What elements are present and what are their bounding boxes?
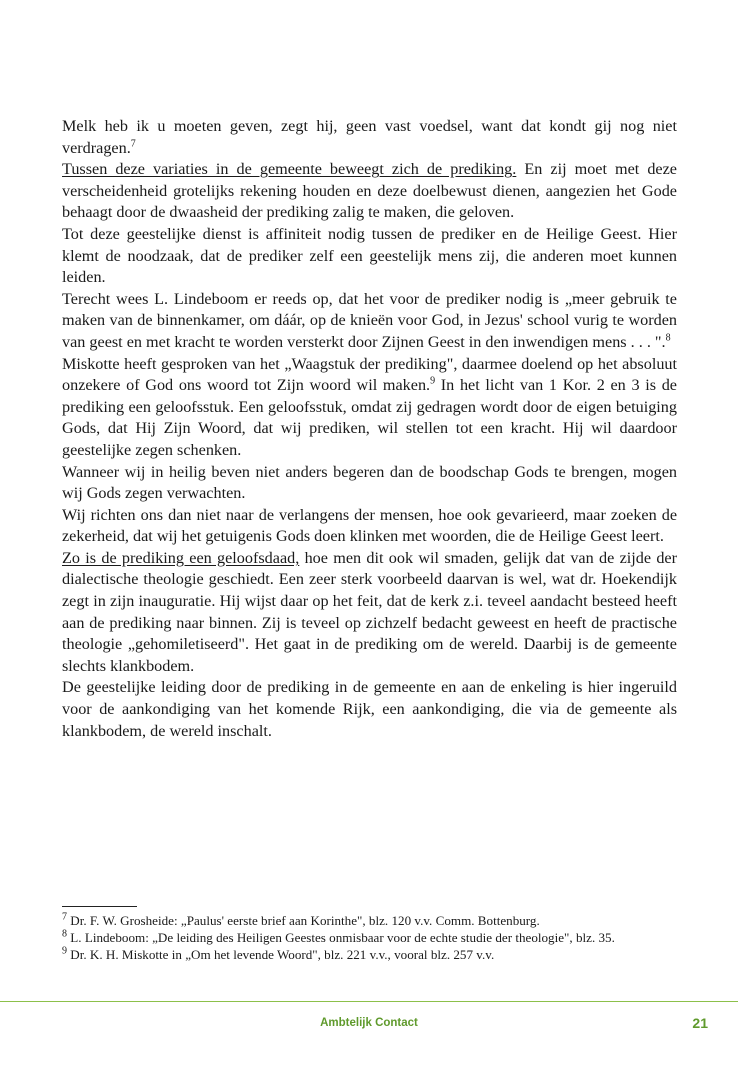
footnote-ref[interactable]: 7 xyxy=(130,138,136,150)
underlined-phrase: Zo is de prediking een geloofsdaad, xyxy=(62,548,300,567)
paragraph: Tot deze geestelijke dienst is affiniteit nodig tussen de prediker en de Heilige Geest. Hier klemt de noodzaak, dat de prediker zelf een geestelijk mens zij, die anderen moet kunnen leiden. xyxy=(62,224,677,287)
paragraph: Melk heb ik u moeten geven, zegt hij, geen vast voedsel, want dat kondt gij nog niet verdragen.$^7$ xyxy=(62,117,677,157)
footnotes xyxy=(62,912,677,963)
paragraph: De geestelijke leiding door de prediking in de gemeente en aan de enkeling is hier ingeruild voor de aankondiging van het komende Rijk, een aankondiging, die via de gemeente als klankbodem, de wereld inschalt. xyxy=(62,678,677,740)
footer-divider xyxy=(0,1001,738,1002)
paragraph: Miskotte heeft gesproken van het „Waagstuk der prediking", daarmee doelend op het absoluut onzekere of God ons woord tot Zijn woord wil maken.$^9$ In het licht van 1 Kor. 2 en 3 is de prediking een geloofsstuk. Een geloofsstuk, omdat zij gedragen wordt door de eigen betuiging Gods, dat Hij Zijn Woord, dat wij prediken, wil stellen tot een kracht. Hij wil daardoor geestelijke zegen schenken. xyxy=(62,354,677,459)
footnote-divider xyxy=(62,906,137,907)
underlined-phrase: Tussen deze variaties in de gemeente beweegt zich de prediking. xyxy=(62,160,517,179)
footnote: $^7$ Dr. F. W. Grosheide: „Paulus' eerste brief aan Korinthe", blz. 120 v.v. Comm. Bottenburg. xyxy=(62,911,540,928)
paragraph: Zo is de prediking een geloofsdaad, hoe men dit ook wil smaden, gelijk dat van de zijde der dialectische theologie geschiedt. Een zeer sterk voorbeeld daarvan is wel, wat dr. Hoekendijk zegt in zijn inauguratie. Hij wijst daar op het feit, dat de kerk z.i. teveel aandacht besteed heeft aan de prediking naar binnen. Zij is teveel op zichzelf bedacht geweest en heeft de practische theologie „gehomiletiseerd". Het gaat in de prediking om de wereld. Daarbij is de gemeente slechts klankbodem. xyxy=(62,548,677,675)
footnote: $^8$ L. Lindeboom: „De leiding des Heiligen Geestes onmisbaar voor de echte studie der theologie", blz. 35. xyxy=(62,928,615,945)
body-text xyxy=(62,116,677,742)
footer-title: Ambtelijk Contact xyxy=(320,1017,418,1029)
footnote: $^9$ Dr. K. H. Miskotte in „Om het levende Woord", blz. 221 v.v., vooral blz. 257 v.v. xyxy=(62,945,495,962)
paragraph: Wanneer wij in heilig beven niet anders begeren dan de boodschap Gods te brengen, mogen wij Gods zegen verwachten. xyxy=(62,462,677,503)
page-number: 21 xyxy=(692,1015,708,1031)
paragraph: Wij richten ons dan niet naar de verlangens der mensen, hoe ook gevarieerd, maar zoeken de zekerheid, dat wij het getuigenis Gods doen klinken met woorden, die de Heilige Geest leert. xyxy=(62,505,677,546)
footnote-ref[interactable]: 8 xyxy=(665,332,671,344)
paragraph: Tussen deze variaties in de gemeente beweegt zich de prediking. En zij moet met deze verscheidenheid grotelijks rekening houden en deze doelbewust dienen, aangezien het Gode behaagt door de dwaasheid der prediking zalig te maken, die geloven. xyxy=(62,160,677,222)
paragraph: Terecht wees L. Lindeboom er reeds op, dat het voor de prediker nodig is „meer gebruik te maken van de binnenkamer, om dáár, op de knieën voor God, in Jezus' school vurig te worden van geest en met kracht te worden versterkt door Zijnen Geest in den inwendigen mens . . . ".$^8$ xyxy=(62,289,677,351)
footnote-ref[interactable]: 9 xyxy=(430,375,436,387)
